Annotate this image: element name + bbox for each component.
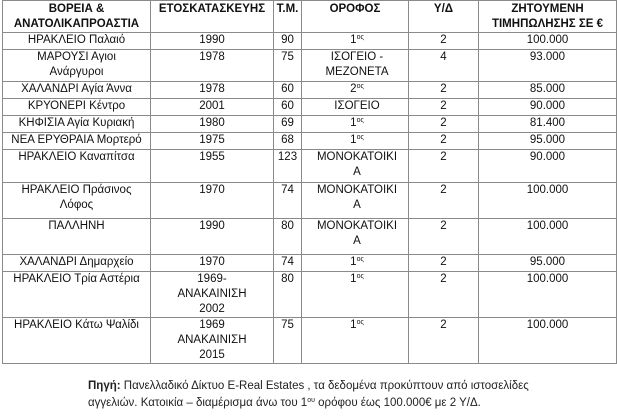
floor-line [306, 234, 408, 249]
cell-year [151, 150, 274, 183]
cell-price: 95.000 [479, 255, 617, 272]
floor-ordinal: ος [356, 134, 364, 141]
cell-price: 90.000 [479, 150, 617, 183]
cell-year [151, 116, 274, 133]
floor-line [306, 65, 408, 80]
header-line: ΒΟΡΕΙΑ & ΑΝΑΤΟΛΙΚΑ [13, 3, 105, 30]
header-rooms [409, 1, 479, 33]
cell-rooms: 2 [409, 318, 479, 364]
header-line: ΠΩΛΗΣΗΣ ΣΕ € [520, 18, 604, 30]
floor-ordinal: ος [356, 83, 364, 90]
table-row [3, 255, 617, 272]
year-line: 2001 [199, 100, 225, 112]
header-area [3, 1, 151, 33]
table-row [3, 219, 617, 255]
area-line: ΗΡΑΚΛΕΙΟ Κάτω Ψαλίδι [14, 319, 139, 331]
cell-price: 95.000 [479, 133, 617, 150]
cell-year [151, 272, 274, 318]
cell-rooms: 2 [409, 183, 479, 219]
cell-floor [302, 150, 409, 183]
cell-rooms: 4 [409, 50, 479, 82]
cell-sqm: 90 [274, 33, 302, 50]
cell-area [3, 183, 151, 219]
floor-text: ΜΟΝΟΚΑΤΟΙΚΙ [316, 151, 398, 163]
cell-floor [302, 99, 409, 116]
source-label: Πηγή: [88, 380, 121, 392]
floor-text: 1 [350, 134, 357, 146]
table-body [3, 33, 617, 364]
year-line: 2015 [199, 349, 225, 361]
cell-year [151, 82, 274, 99]
cell-area [3, 318, 151, 364]
floor-text: 1 [350, 319, 357, 331]
cell-year [151, 255, 274, 272]
cell-sqm: 60 [274, 99, 302, 116]
floor-text: 2 [350, 83, 357, 95]
cell-rooms: 2 [409, 116, 479, 133]
floor-text: 1 [350, 117, 357, 129]
cell-area [3, 82, 151, 99]
cell-price: 100.000 [479, 318, 617, 364]
area-line: ΧΑΛΑΝΔΡΙ Δημαρχείο [19, 256, 134, 268]
area-line: ΚΗΦΙΣΙΑ Αγία Κυριακή [18, 117, 135, 129]
cell-sqm: 123 [274, 150, 302, 183]
year-line: 1955 [199, 151, 225, 163]
cell-rooms: 2 [409, 33, 479, 50]
header-floor [302, 1, 409, 33]
floor-text: ΜΟΝΟΚΑΤΟΙΚΙ [316, 184, 398, 196]
cell-floor [302, 255, 409, 272]
area-line: ΚΡΥΟΝΕΡΙ Κέντρο [27, 100, 126, 112]
table-header-row [3, 1, 617, 33]
floor-ordinal: ος [356, 319, 364, 326]
year-line: 1980 [199, 117, 225, 129]
cell-price: 100.000 [479, 219, 617, 255]
floor-line [306, 183, 408, 198]
floor-line [306, 116, 408, 131]
floor-line [306, 99, 408, 114]
floor-ordinal: ος [356, 256, 364, 263]
year-line: ΑΝΑΚΑΙΝΙΣΗ [177, 334, 247, 346]
cell-price: 90.000 [479, 99, 617, 116]
source-note [88, 378, 608, 412]
floor-ordinal: ος [356, 34, 364, 41]
area-line: ΗΡΑΚΛΕΙΟ Τρία Αστέρια [13, 273, 140, 285]
table-row [3, 82, 617, 99]
cell-floor [302, 318, 409, 364]
cell-year [151, 50, 274, 82]
cell-area [3, 133, 151, 150]
year-line: 1990 [199, 220, 225, 232]
floor-text: 1 [350, 273, 357, 285]
source-note-line-1 [88, 378, 608, 395]
source-note-line-2 [88, 395, 608, 412]
cell-floor [302, 219, 409, 255]
header-line: ΚΑΤΑΣΚΕΥΗΣ [189, 3, 266, 15]
area-line: ΜΑΡΟΥΣΙ Αγιοι [37, 51, 116, 63]
area-line: ΗΡΑΚΛΕΙΟ Καναπίτσα [18, 151, 135, 163]
year-line: 1970 [199, 184, 225, 196]
cell-year [151, 219, 274, 255]
floor-line [306, 219, 408, 234]
cell-sqm: 60 [274, 82, 302, 99]
cell-rooms: 2 [409, 99, 479, 116]
cell-sqm: 69 [274, 116, 302, 133]
header-line: ΟΡΟΦΟΣ [329, 3, 381, 15]
header-line: ΕΤΟΣ [158, 3, 190, 15]
cell-area [3, 150, 151, 183]
area-line: ΧΑΛΑΝΔΡΙ Αγία Άννα [21, 83, 132, 95]
cell-price: 81.400 [479, 116, 617, 133]
year-line: 1970 [199, 256, 225, 268]
cell-price: 93.000 [479, 50, 617, 82]
floor-line [306, 318, 408, 333]
floor-text: ΙΣΟΓΕΙΟ - [330, 51, 384, 63]
floor-text: ΜΕΖΟΝΕΤΑ [325, 66, 389, 78]
header-line: ΖΗΤΟΥΜΕΝΗ ΤΙΜΗ [491, 3, 584, 30]
cell-rooms: 2 [409, 150, 479, 183]
table-row [3, 99, 617, 116]
cell-rooms: 2 [409, 219, 479, 255]
year-line: ΑΝΑΚΑΙΝΙΣΗ [177, 288, 247, 300]
cell-floor [302, 82, 409, 99]
year-line: 1990 [199, 34, 225, 46]
cell-rooms: 2 [409, 255, 479, 272]
cell-floor [302, 133, 409, 150]
floor-text: ΙΣΟΓΕΙΟ [334, 100, 380, 112]
table-row [3, 183, 617, 219]
cell-sqm: 80 [274, 219, 302, 255]
table-row [3, 33, 617, 50]
table-row [3, 150, 617, 183]
cell-sqm: 68 [274, 133, 302, 150]
header-sqm [274, 1, 302, 33]
floor-line [306, 198, 408, 213]
source-text-post: ορόφου έως 100.000€ με 2 Υ/Δ. [314, 397, 481, 409]
floor-line [306, 255, 408, 270]
floor-text: 1 [350, 256, 357, 268]
table-row [3, 50, 617, 82]
cell-floor [302, 272, 409, 318]
area-line: ΗΡΑΚΛΕΙΟ Πράσινος [21, 184, 132, 196]
cell-year [151, 183, 274, 219]
cell-sqm: 75 [274, 50, 302, 82]
year-line: 2002 [199, 303, 225, 315]
year-line: 1975 [199, 134, 225, 146]
source-text: Πανελλαδικό Δίκτυο E-Real Estates , τα δεδομένα προκύπτουν από ιστοσελίδες [120, 380, 529, 392]
header-price [479, 1, 617, 33]
cell-rooms: 2 [409, 272, 479, 318]
cell-price: 85.000 [479, 82, 617, 99]
header-year [151, 1, 274, 33]
cell-area [3, 219, 151, 255]
floor-line [306, 165, 408, 180]
header-line: ΠΡΟΑΣΤΙΑ [80, 18, 140, 30]
floor-text: ΜΟΝΟΚΑΤΟΙΚΙ [316, 220, 398, 232]
floor-ordinal: ος [356, 273, 364, 280]
floor-line [306, 33, 408, 48]
area-line: Ανάργυροι [49, 66, 104, 78]
floor-text: Α [353, 235, 361, 247]
floor-text: Α [353, 166, 361, 178]
cell-area [3, 255, 151, 272]
area-line: ΠΑΛΛΗΝΗ [48, 220, 105, 232]
cell-area [3, 50, 151, 82]
floor-line [306, 272, 408, 287]
cell-floor [302, 183, 409, 219]
area-line: Λόφος [59, 199, 94, 211]
table-row [3, 272, 617, 318]
cell-area [3, 116, 151, 133]
floor-line [306, 150, 408, 165]
year-line: 1978 [199, 83, 225, 95]
header-line: . [295, 3, 299, 15]
table-row [3, 318, 617, 364]
cell-sqm: 75 [274, 318, 302, 364]
cell-year [151, 133, 274, 150]
listings-table [2, 0, 617, 364]
source-ordinal: ου [307, 397, 315, 404]
floor-text: 1 [350, 34, 357, 46]
source-text-pre: αγγελιών. Κατοικία – διαμέρισμα άνω του 1 [88, 397, 308, 409]
cell-area [3, 33, 151, 50]
cell-price: 100.000 [479, 183, 617, 219]
floor-text: Α [353, 199, 361, 211]
cell-year [151, 33, 274, 50]
cell-floor [302, 116, 409, 133]
table-row [3, 133, 617, 150]
cell-floor [302, 50, 409, 82]
cell-sqm: 80 [274, 272, 302, 318]
cell-rooms: 2 [409, 82, 479, 99]
header-line: Υ/Δ [433, 3, 454, 15]
table-row [3, 116, 617, 133]
area-line: ΝΕΑ ΕΡΥΘΡΑΙΑ Μορτερό [11, 134, 142, 146]
cell-price: 100.000 [479, 272, 617, 318]
year-line: 1969 [199, 319, 225, 331]
floor-ordinal: ος [356, 117, 364, 124]
cell-rooms: 2 [409, 133, 479, 150]
header-line: Τ.Μ [276, 3, 296, 15]
cell-area [3, 272, 151, 318]
floor-line [306, 82, 408, 97]
area-line: ΗΡΑΚΛΕΙΟ Παλαιό [27, 34, 126, 46]
cell-year [151, 318, 274, 364]
cell-sqm: 74 [274, 183, 302, 219]
cell-area [3, 99, 151, 116]
cell-floor [302, 33, 409, 50]
cell-sqm: 74 [274, 255, 302, 272]
year-line: 1969- [197, 273, 227, 285]
floor-line [306, 50, 408, 65]
cell-price: 100.000 [479, 33, 617, 50]
year-line: 1978 [199, 51, 225, 63]
cell-year [151, 99, 274, 116]
floor-line [306, 133, 408, 148]
